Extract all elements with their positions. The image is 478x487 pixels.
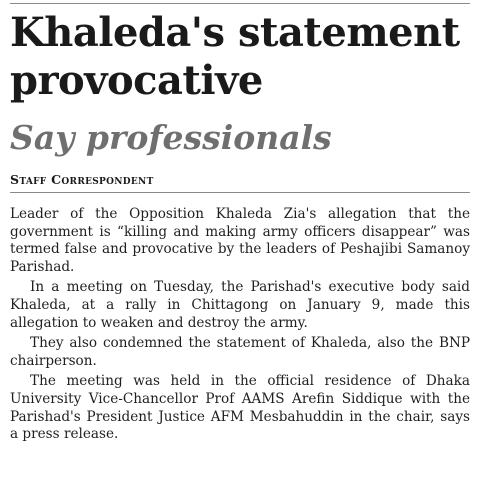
article-byline: Staff Correspondent [10,172,154,187]
article-headline: Khaleda's statement provocative [10,9,460,104]
article-paragraph: They also condemned the statement of Khaleda, also the BNP chairperson. [10,335,470,369]
top-rule [10,3,470,4]
article-paragraph: The meeting was held in the official residence of Dhaka University Vice-Chancellor Prof AAMS Arefin Siddique with the Parishad's President Justice AFM Mesbahuddin in the chair, says a press release. [10,373,470,443]
byline-rule [10,192,470,193]
article-paragraph: In a meeting on Tuesday, the Parishad's executive body said Khaleda, at a rally in Chittagong on January 9, made this allegation to weaken and destroy the army. [10,279,470,331]
article-body [10,206,470,447]
article-paragraph: Leader of the Opposition Khaleda Zia's allegation that the government is “killing and making army officers disappear” was termed false and provocative by the leaders of Peshajibi Samanoy Parishad. [10,206,470,275]
article-subhead: Say professionals [10,118,332,157]
